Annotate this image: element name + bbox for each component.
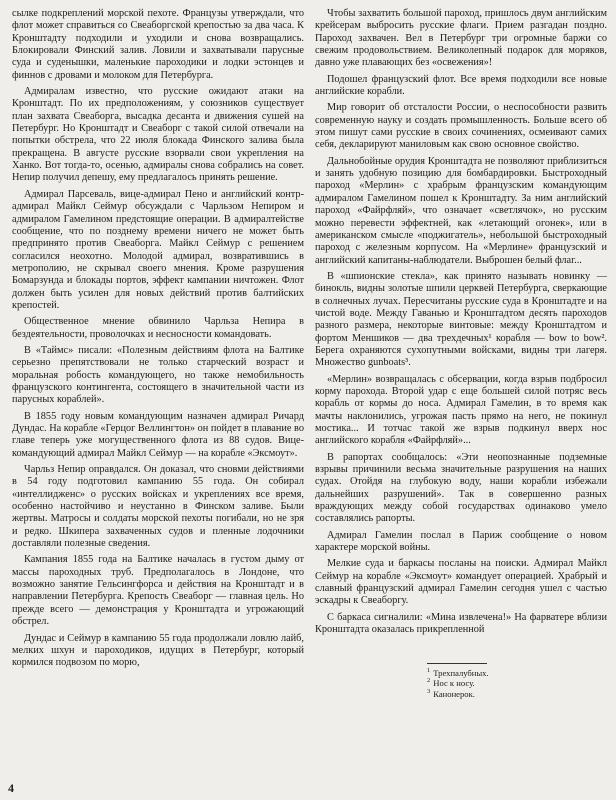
footnote-divider <box>427 663 487 664</box>
paragraph: Чарльз Непир оправдался. Он доказал, что сновми действиями в 54 году подготовил кампанию 55 года. Он собирал «интеллидженс» о русских войсках и укреплениях все время, особенно настойчиво и неустанно в Финском заливе. Были жертвы. Матросы и солдаты морской пехоты погибали, но не зря и редко. Шкипера захваченных судов и пленные лодочники доставляли полезные сведения. <box>12 464 304 550</box>
paragraph: Кампания 1855 года на Балтике началась в густом дыму от массы пароходных труб. Предполагалось в Лондоне, что возможно занятие Гельсингфорса и действия на Кронштадт и в направлении Петербурга. Крепость Свеаборг — главная цель. Но прежде всего — демонстрация у Кронштадта и угрожающий обстрел. <box>12 554 304 628</box>
paragraph: Адмирал Парсеваль, вице-адмирал Пено и английский контр-адмирал Майкл Сеймур обсуждали с Чарльзом Непиром и адмиралом Гамелином предстоящие операции. В адмиралтействе сообщение, что по позднему времени ничего не может быть предпринято против Свеаборга. Майкл Сеймур с решением согласился неохотно. Молодой адмирал, возвратившись в метрополию, не скрывал своего мнения. Кроме разрушения Бомарзунда и блокады портов, эффект кампании ничтожен. Флот должен быть усилен для новых действий против балтийских крепостей. <box>12 188 304 311</box>
footnote-mark: 3 <box>427 687 431 695</box>
footnote-text: Канонерок. <box>433 688 475 699</box>
paragraph: сылке подкреплений морской пехоте. Французы утверждали, что флот может справиться со Свеаборгской крепостью за два часа. К Кронштадту подходили и уходили и снова возвращались. Блокировали Финский залив. Ловили и захватывали парусные суда и суденышки, маленькие пароходики и лодки эстонцев и финнов с дровами и молоком для Петербурга. <box>12 8 304 81</box>
paragraph: С баркаса сигналили: «Мина извлечена!» На фарватере вблизи Кронштадта оказалась прикрепленной <box>315 611 607 636</box>
paragraph: В 1855 году новым командующим назначен адмирал Ричард Дундас. На корабле «Герцог Веллингтон» он пойдет в плавание во главе теперь уже могущественного флота из 88 судов. Вице-командующий адмирал Майкл Сеймур — на корабле «Эксмоут». <box>12 410 304 459</box>
footnote-mark: 2 <box>427 677 431 685</box>
paragraph: В «шпионские стекла», как принято называть новинку — бинокль, видны золотые шпили церквей Петербурга, сверкающие в солнечных лучах. Пересчитаны русские суда в Кронштадте и на чистой воде. Между Гаванью и Кронштадтом десять пароходов разного размера, некоторые винтовые: между Кронштадтом и фортом Меншиков — два трехдечных¹ корабля — bow to bow². Берега охраняются сухопутными войсками, видны три лагеря. Множество gunboats³. <box>315 270 607 369</box>
footnote <box>427 689 607 700</box>
left-column <box>12 8 304 699</box>
footnote <box>427 678 607 689</box>
paragraph: Дундас и Сеймур в кампанию 55 года продолжали ловлю лайб, мелких шхун и пароходиков, идущих в Петербург, который кормился подвозом по морю, <box>12 632 304 669</box>
paragraph: Дальнобойные орудия Кронштадта не позволяют приблизиться и занять удобную позицию для бомбардировки. Быстроходный пароход «Мерлин» с храбрым французским командующим адмиралом Гамелином пошел к Кронштадту. За ним английский пароход «Файрфляй», что означает «светлячок», но русским можно перевести эффектней, как «летающий огонек», или в американском смысле «поджигатель», небольшой быстроходный пароход с железным корпусом. На «Мерлине» французский и английский капитаны-наблюдатели. Выброшен белый флаг... <box>315 155 607 266</box>
paragraph: Чтобы захватить большой пароход, пришлось двум английским крейсерам выбросить русские флаги. Прием разгадан поздно. Пароход захвачен. Вел в Петербург три огромные баржи со свежим продовольствием. Великолепный подарок для моряков, давно уже плавающих без «освежения»! <box>315 8 607 69</box>
footnote <box>427 668 607 679</box>
paragraph: В рапортах сообщалось: «Эти неопознанные подземные взрывы причинили весьма значительные разрушения на наших судах. Отойдя на глубокую воду, наши корабли избежали дальнейших разрушений». Так в совершенно разных враждующих между собой государствах одинаково умело составлялись рапорты. <box>315 451 607 525</box>
paragraph: Адмирал Гамелин послал в Париж сообщение о новом характере морской войны. <box>315 529 607 554</box>
footnote-text: Нос к носу. <box>433 678 475 688</box>
paragraph: Адмиралам известно, что русские ожидают атаки на Кронштадт. По их предположениям, у союзников существует план захвата Свеаборга, высадка десанта и движения сушей на Петербург. Но Кронштадт и Свеаборг с такой силой отвечали на попытки обстрела, что 22 июля блокада Финского залива была прекращена. В августе русские взорвали свои укрепления на Ханко. Вот тогда-то, осенью, адмиралы снова собрались на совет. Непир получил депешу, ему предлагалось принять решение. <box>12 86 304 184</box>
paragraph: Подошел французский флот. Все время подходили все новые английские корабли. <box>315 73 607 98</box>
paragraph: Общественное мнение обвинило Чарльза Непира в бездеятельности, проволочках и несносности командовать. <box>12 316 304 340</box>
paragraph: Мир говорит об отсталости России, о неспособности развить современную науку и создать промышленность. Больше всего об этом пишут сами русские в своих сочинениях, осмеивают самих себя, декларируют маниловым как свою основное свойство. <box>315 102 607 151</box>
paragraph: В «Таймс» писали: «Полезным действиям флота на Балтике серьезно препятствовали не только старческий возраст и моральная робость командующего, но также немобильность французского контингента, состоящего в значительной части из парусных кораблей». <box>12 344 304 406</box>
right-column <box>315 8 607 699</box>
paragraph: «Мерлин» возвращалась с обсервации, когда взрыв подбросил корму парохода. Второй удар с еще большей силой потряс весь корабль от кормы до носа. Адмирал Гамелин, в то время как мачты наклонились, угрожая пасть прямо на него, не покинул мостика... И тотчас такой же взрыв подкинул вверх нос английского корабля «Файрфляй»... <box>315 373 607 447</box>
footnote-text: Трехпалубных. <box>433 667 489 678</box>
two-column-layout <box>12 8 607 699</box>
page-number: 4 <box>8 781 14 795</box>
footnotes <box>427 668 607 700</box>
footnote-mark: 1 <box>427 666 431 674</box>
paragraph: Мелкие суда и баркасы посланы на поиски. Адмирал Майкл Сеймур на корабле «Эксмоут» командует операцией. Храбрый и славный французский адмирал Гамелин сегодня ушел с частью эскадры к Свеаборгу. <box>315 558 607 607</box>
